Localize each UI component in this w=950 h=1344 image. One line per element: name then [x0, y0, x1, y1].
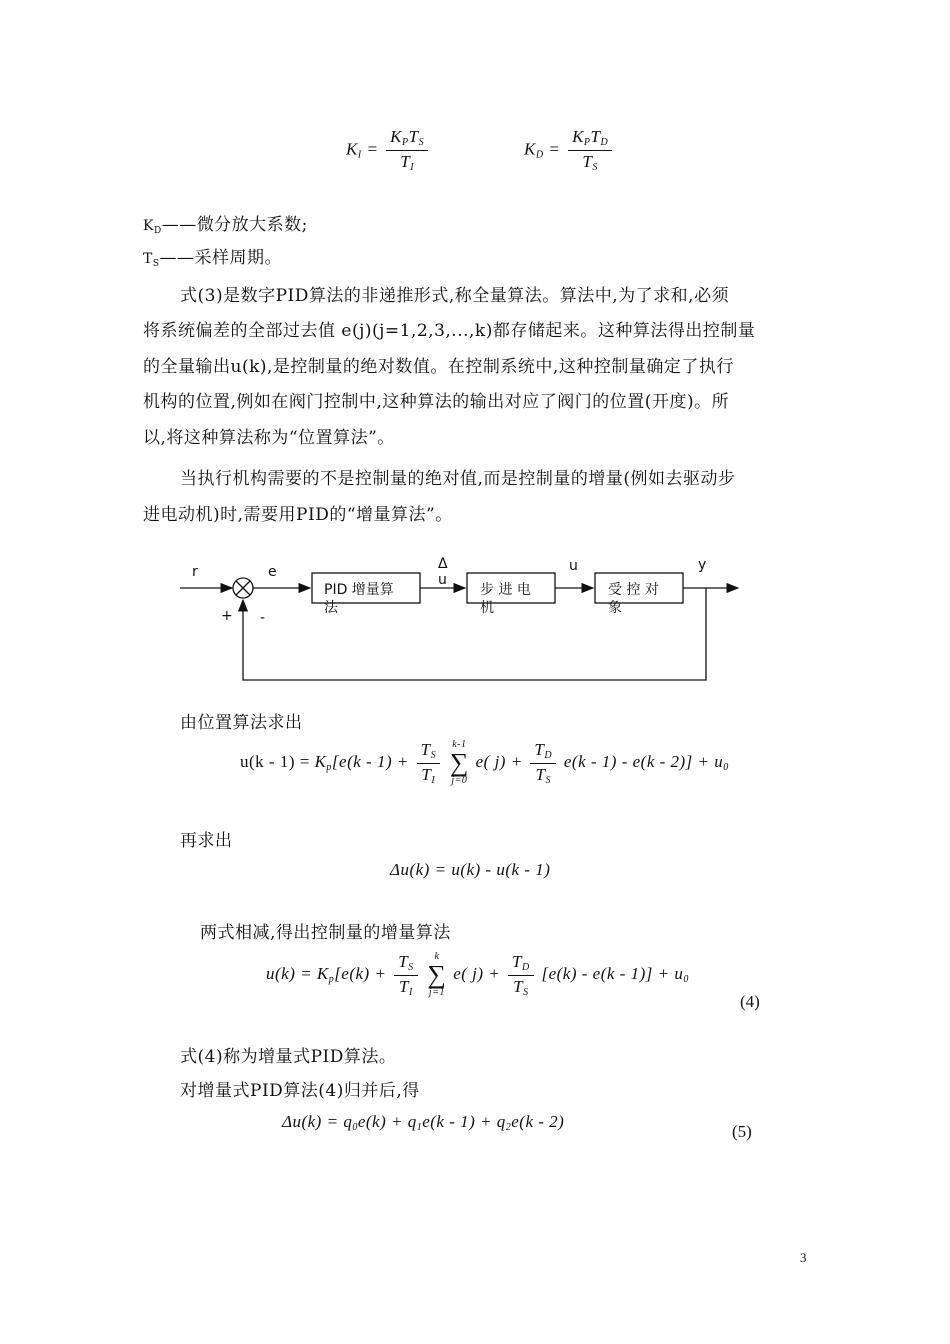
text-position-algorithm: 由位置算法求出 [180, 713, 303, 733]
block-plant-line1: 受 控 对 [608, 582, 659, 598]
label-y: y [698, 557, 707, 573]
label-e: e [268, 564, 277, 580]
equation-5: $\Delta u(k) = q_0e(k) + q_1e(k - 1) + q_2e(k - 2)$ [282, 1112, 565, 1133]
definition-kd: $K_D——$微分放大系数; [143, 215, 308, 236]
equation-position: $u(k - 1) = K_p[e(k - 1)$ + $\frac{T_S}{T_I}$ k-1 ∑ j=0 e( j) + $\frac{T_D}{T_S}$ $e(k - 1) - e(k - 2)] + u_0$ [240, 739, 729, 786]
paragraph-1-line-1: 式(3)是数字PID算法的非递推形式,称全量算法。算法中,为了求和,必须 [180, 286, 730, 306]
block-motor-line2: 机 [480, 600, 494, 616]
block-pid-line1: PID 增量算 [324, 582, 394, 598]
block-plant-line2: 象 [608, 600, 622, 616]
text-then: 再求出 [180, 831, 233, 851]
equation-delta: Δu(k) = u(k) - u(k - 1) [390, 860, 551, 879]
formula-kd: $K_D$ = $\frac{K_PT_D}{T_S}$ [524, 128, 615, 173]
label-minus: - [260, 610, 266, 626]
label-delta-u: u [438, 572, 447, 588]
paragraph-1-line-3: 的全量输出u(k),是控制量的绝对数值。在控制系统中,这种控制量确定了执行 [143, 357, 734, 377]
page-number: 3 [800, 1250, 807, 1265]
text-merge: 对增量式PID算法(4)归并后,得 [180, 1081, 420, 1101]
text-subtract: 两式相减,得出控制量的增量算法 [200, 923, 451, 943]
paragraph-1-line-5: 以,将这种算法称为“位置算法”。 [143, 428, 395, 448]
paragraph-1-line-4: 机构的位置,例如在阀门控制中,这种算法的输出对应了阀门的位置(开度)。所 [143, 392, 730, 412]
label-r: r [192, 564, 198, 580]
label-u: u [569, 558, 578, 574]
block-pid-line2: 法 [324, 600, 338, 616]
block-motor-line1: 步 进 电 [480, 582, 531, 598]
equation-number-4: (4) [740, 992, 760, 1011]
formula-ki: $K_I$ = $\frac{K_PT_S}{T_I}$ [346, 128, 431, 173]
text-equation-4: 式(4)称为增量式PID算法。 [180, 1047, 397, 1067]
paragraph-1-line-2: 将系统偏差的全部过去值 e(j)(j=1,2,3,...,k)都存储起来。这种算法得出控制量 [143, 321, 756, 341]
label-plus: + [221, 608, 233, 624]
paragraph-2-line-1: 当执行机构需要的不是控制量的绝对值,而是控制量的增量(例如去驱动步 [180, 469, 736, 489]
paragraph-2-line-2: 进电动机)时,需要用PID的“增量算法”。 [143, 505, 453, 525]
label-delta: Δ [438, 556, 448, 572]
equation-incremental: $u(k) = K_p[e(k)$ + $\frac{T_S}{T_I}$ k ∑ j=1 e( j) + $\frac{T_D}{T_S}$ $[e(k) - e(k - 1)] + u_0$ [266, 951, 689, 998]
equation-number-5: (5) [732, 1122, 752, 1141]
definition-ts: $T_S——$采样周期。 [143, 248, 283, 269]
